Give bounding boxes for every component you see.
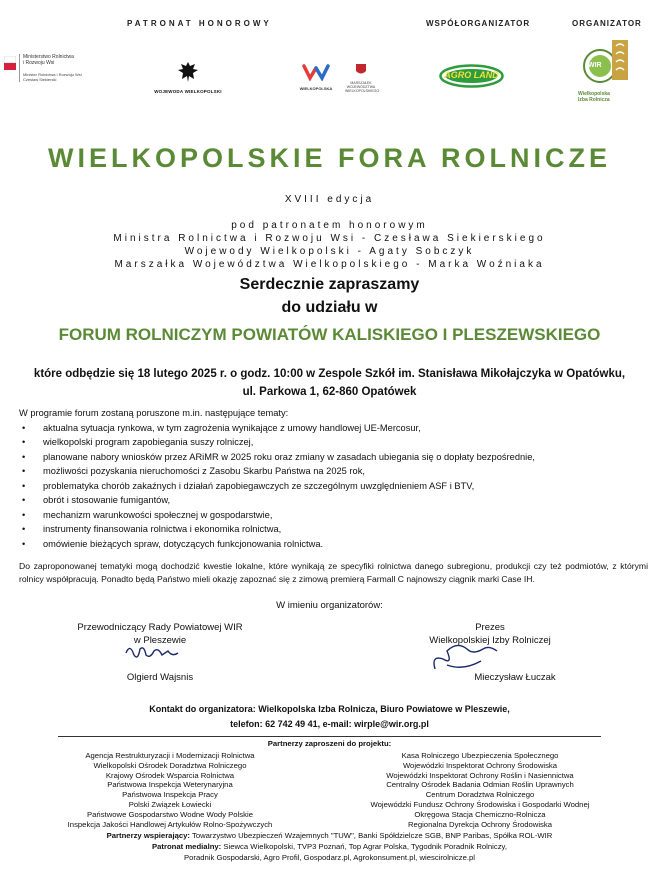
wspolorganizator-label: WSPÓŁORGANIZATOR (426, 19, 531, 28)
list-item: • aktualna sytuacja rynkowa, w tym zagrożenia wynikające z umowy handlowej UE-Mercosur, (19, 421, 644, 436)
list-item: Regionalna Dyrekcja Ochrony Środowiska (408, 819, 552, 829)
partners-right (330, 751, 630, 829)
list-item: • obrót i stosowanie fumigantów, (19, 493, 644, 508)
divider (58, 736, 601, 737)
list-item: Centralny Ośrodek Badania Odmian Roślin Uprawnych (386, 780, 574, 790)
list-item: • instrumenty finansowania rolnictwa i ekonomika rolnictwa, (19, 522, 644, 537)
list-item: • możliwości pozyskania nieruchomości z Zasobu Skarbu Państwa na 2025 rok, (19, 464, 644, 479)
list-item: Kasa Rolniczego Ubezpieczenia Społecznego (401, 751, 559, 760)
wir-logo (578, 38, 638, 103)
ministry-line-1: Ministerstwo Rolnictwa (23, 54, 74, 60)
signature-right-name: Mieczysław Łuczak (474, 672, 556, 683)
izba-line-1: Wielkopolska (578, 91, 610, 97)
list-item: Agencja Restrukturyzacji i Modernizacji Rolnictwa (85, 751, 255, 760)
signature-scribble-icon (427, 635, 507, 675)
signature-right-subtitle: Wielkopolskiej Izby Rolniczej (429, 635, 551, 646)
agroland-text: AGRO LAND (444, 70, 499, 80)
organizator-label: ORGANIZATOR (572, 19, 642, 28)
patronage-minister: Ministra Rolnictwa i Rozwoju Wsi - Czesława Siekierskiego (113, 233, 546, 244)
topics-list (19, 421, 644, 552)
signature-right (405, 621, 575, 684)
wir-text: WIR (588, 62, 602, 69)
list-item: Wojewódzki Inspektorat Ochrony Roślin i Nasiennictwa (386, 770, 574, 780)
edition: XVIII edycja (284, 194, 375, 205)
invite-line-1: Serdecznie zapraszamy (239, 276, 420, 293)
list-item: • omówienie bieżących spraw, dotyczących funkcjonowania rolnictwa. (19, 537, 644, 552)
marszalek-logo (345, 63, 380, 93)
list-item: Państwowa Inspekcja Pracy (122, 790, 218, 800)
list-item: • mechanizm warunkowości społecznej w gospodarstwie, (19, 508, 644, 523)
media-line-2: Poradnik Gospodarski, Agro Profil, Gospodarz.pl, Agrokonsument.pl, wiescirolnicze.pl (184, 852, 475, 862)
patronage-intro: pod patronatem honorowym (231, 220, 428, 231)
patronage-wojewoda: Wojewody Wielkopolski - Agaty Sobczyk (184, 246, 475, 257)
signature-left-name: Olgierd Wajsnis (126, 672, 194, 683)
signature-scribble-icon (122, 641, 182, 663)
list-item: • wielkopolski program zapobiegania suszy rolniczej, (19, 435, 644, 450)
supporting-partners (0, 831, 659, 841)
ministry-line-2: i Rozwoju Wsi (23, 60, 55, 66)
marszalek-line-3: WIELKOPOLSKIEGO (345, 89, 380, 93)
izba-line-2: Izba Rolnicza (578, 97, 610, 103)
eagle-emblem-icon (177, 60, 199, 84)
marszalek-line-1: MARSZAŁEK (350, 81, 372, 85)
ministry-small-2: Czesław Siekierski (23, 77, 57, 82)
list-item: Wojewódzki Inspektorat Ochrony Środowiska (402, 760, 558, 770)
wojewoda-text: WOJEWODA WIELKOPOLSKI (154, 89, 222, 94)
list-item: Państwowe Gospodarstwo Wodne Wody Polskie (87, 809, 253, 819)
marszalek-line-2: WOJEWÓDZTWA (346, 85, 376, 89)
topics (19, 406, 644, 551)
contact-line-1: Kontakt do organizatora: Wielkopolska Izba Rolnicza, Biuro Powiatowe w Pleszewie, (149, 704, 510, 714)
list-item: Okręgowa Stacja Chemiczno-Rolnicza (414, 809, 546, 819)
topics-intro: W programie forum zostaną poruszone m.in. następujące tematy: (19, 408, 289, 418)
patronage-marszalek: Marszałka Województwa Wielkopolskiego - Marka Woźniaka (114, 259, 545, 270)
signature-left-subtitle: w Pleszewie (133, 635, 187, 646)
wielkopolska-logo (295, 63, 337, 91)
signature-left (70, 621, 250, 684)
page-title: WIELKOPOLSKIE FORA ROLNICZE (48, 143, 611, 173)
list-item: Państwowa Inspekcja Weterynaryjna (107, 780, 233, 790)
list-item: Krajowy Ośrodek Wsparcia Rolnictwa (105, 770, 235, 780)
list-item: Centrum Doradztwa Rolniczego (425, 790, 535, 800)
forum-name: FORUM ROLNICZYM POWIATÓW KALISKIEGO I PLESZEWSKIEGO (58, 325, 601, 344)
wielkopolska-text: WIELKOPOLSKA (299, 86, 333, 91)
signature-left-title: Przewodniczący Rady Powiatowej WIR (77, 622, 243, 633)
contact-line-2: telefon: 62 742 49 41, e-mail: wirple@wir.org.pl (230, 719, 429, 729)
list-item: Inspekcja Jakości Handlowej Artykułów Rolno-Spożywczych (67, 819, 273, 829)
ministry-small-1: Minister Rolnictwa i Rozwoju Wsi (23, 72, 82, 77)
info-paragraph: Do zaproponowanej tematyki mogą dochodzić kwestie lokalne, które wynikają ze specyfiki rolnictwa danego subregionu, produkcji czy też podmiotów, z którymi rolnicy współpracują. Ponadto będą Państwo mieli okazję zapoznać się z zimową premierą Farmall C najnowszy ciągnik marki Case IH. (19, 561, 648, 584)
supporting-text: Towarzystwo Ubezpieczeń Wzajemnych "TUW", Banki Spółdzielcze SGB, BNP Paribas, Spółka ROL-WIR (191, 831, 553, 840)
invite-line-2: do udziału w (281, 299, 378, 316)
wojewoda-logo (148, 60, 228, 94)
patronat-label: PATRONAT HONOROWY (127, 19, 272, 28)
media-label: Patronat medialny: (152, 842, 222, 851)
media-patronage (0, 842, 659, 863)
list-item: • problematyka chorób zakaźnych i działań zapobiegawczych ze szczególnym uwzględnieniem ASF i BTV, (19, 479, 644, 494)
list-item: • planowane nabory wniosków przez ARiMR w 2025 roku oraz zmiany w zasadach ubiegania się o dopłaty bezpośrednie, (19, 450, 644, 465)
wheat-emblem-icon (578, 38, 638, 86)
list-item: Wielkopolski Ośrodek Doradztwa Rolniczego (93, 760, 247, 770)
media-line-1: Siewca Wielkopolski, TVP3 Poznań, Top Agrar Polska, Tygodnik Poradnik Rolniczy, (223, 842, 507, 851)
partners-left (40, 751, 300, 829)
agroland-logo (439, 64, 504, 88)
venue-line-2: ul. Parkowa 1, 62-860 Opatówek (242, 386, 417, 398)
venue (0, 365, 659, 401)
partners-heading: Partnerzy zaproszeni do projektu: (267, 739, 392, 748)
w-mark-icon (302, 63, 330, 81)
on-behalf: W imieniu organizatorów: (276, 600, 383, 611)
contact (0, 702, 659, 732)
list-item: Wojewódzki Fundusz Ochrony Środowiska i Gospodarki Wodnej (370, 799, 590, 809)
signature-right-title: Prezes (475, 622, 505, 633)
venue-line-1: które odbędzie się 18 lutego 2025 r. o godz. 10:00 w Zespole Szkół im. Stanisława Mikołajczyka w Opatówku, (33, 368, 626, 380)
list-item: Polski Związek Łowiecki (128, 799, 212, 809)
supporting-label: Partnerzy wspierający: (106, 831, 190, 840)
crest-icon (356, 64, 366, 76)
eagle-icon (4, 56, 16, 70)
